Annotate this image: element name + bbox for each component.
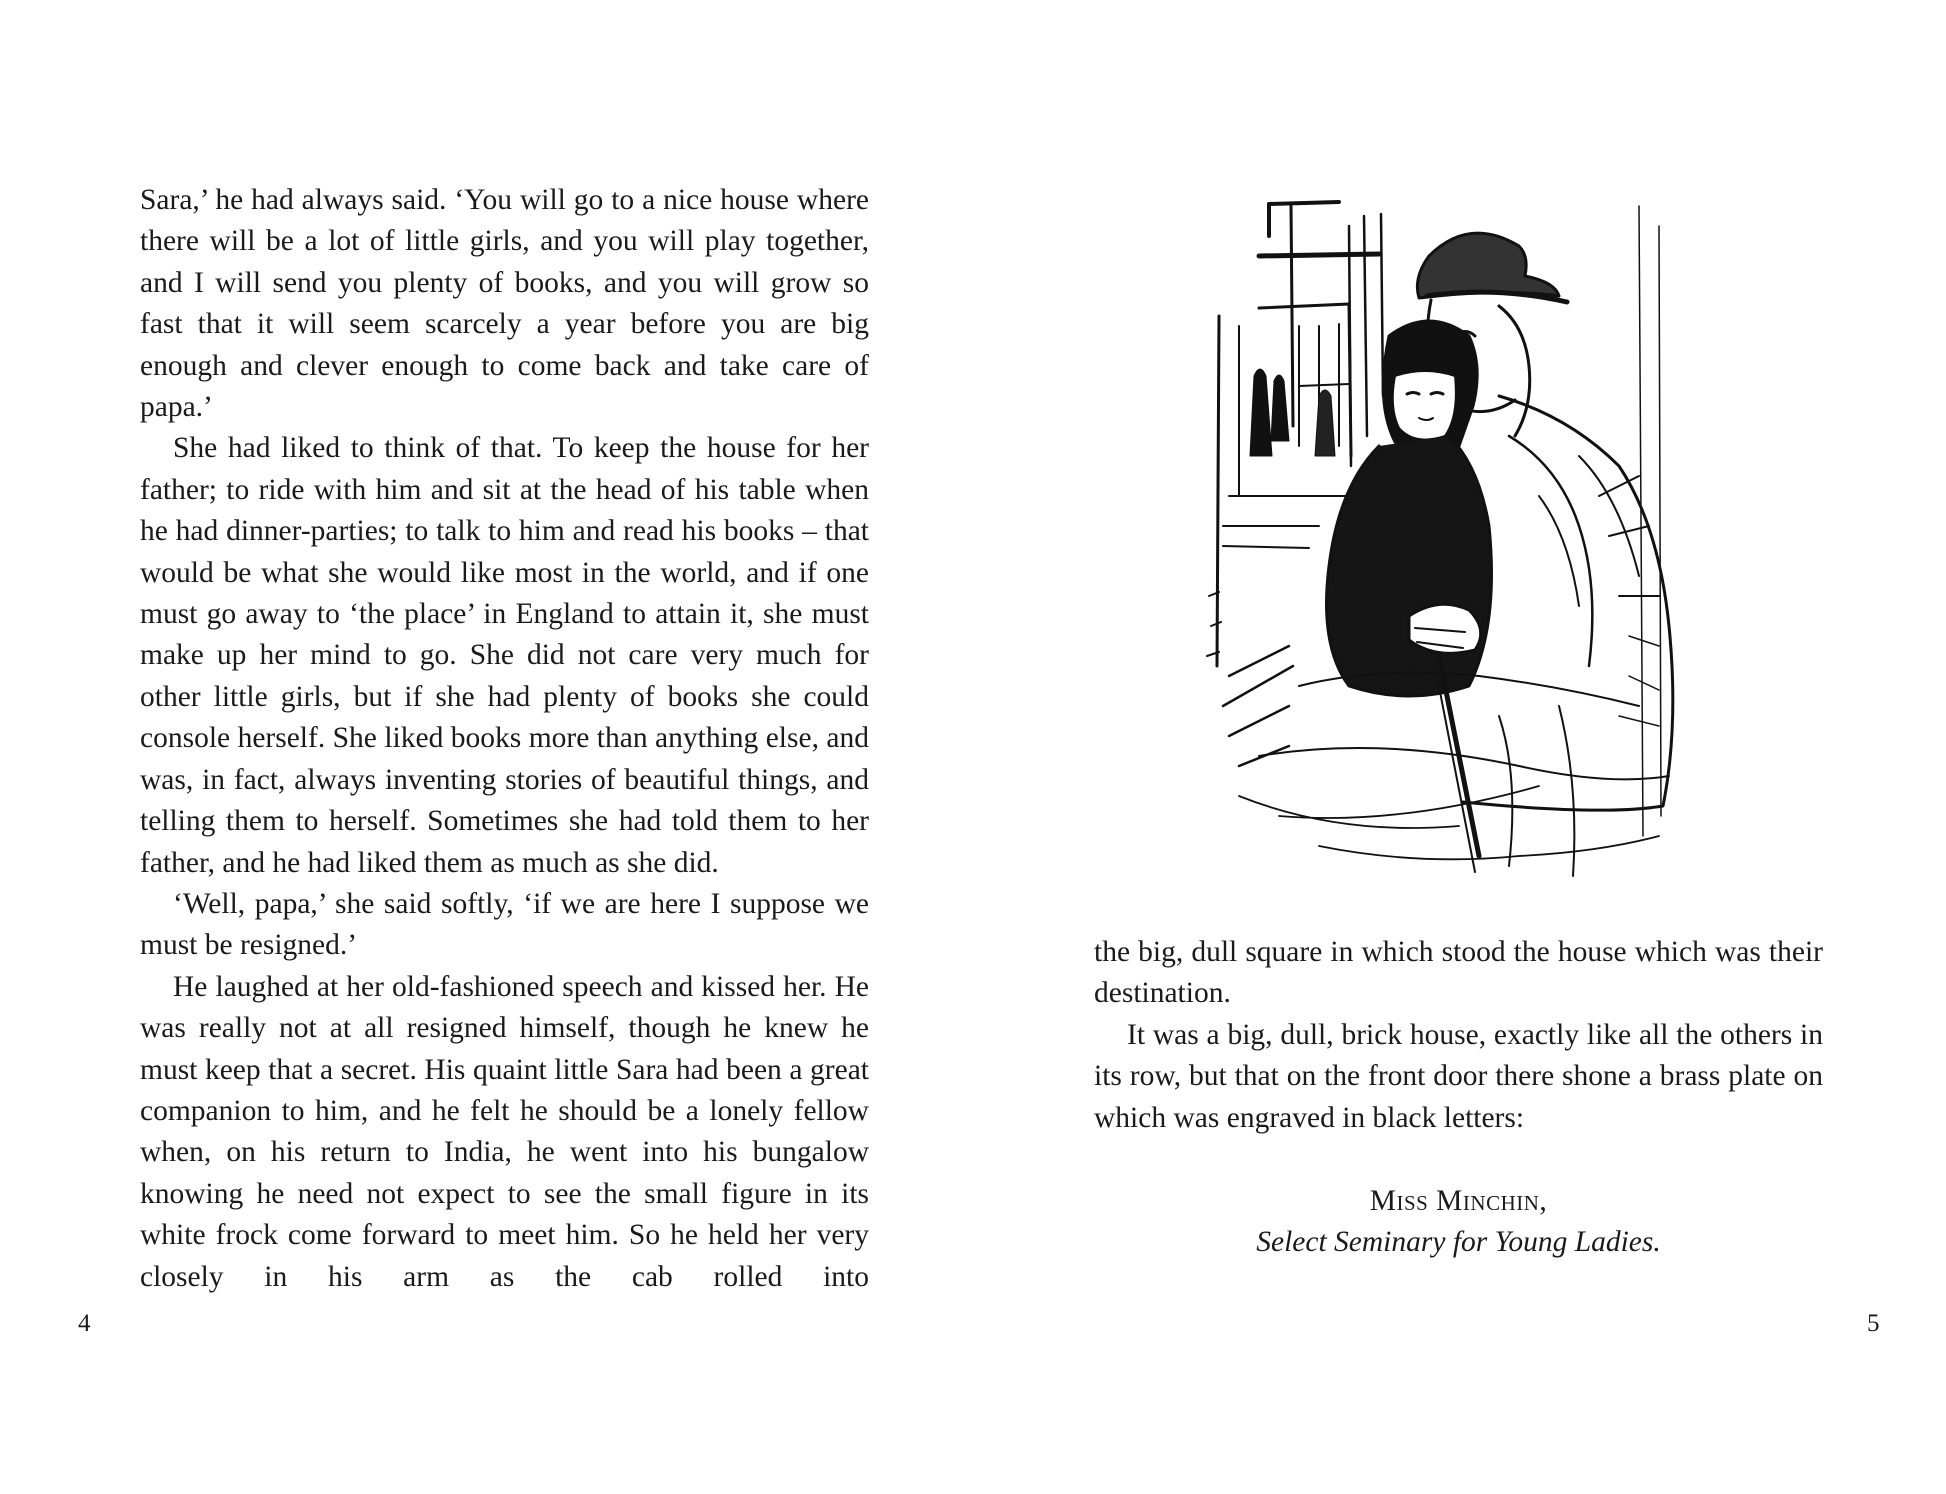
right-page-text xyxy=(1094,932,1823,1139)
paragraph: He laughed at her old-fashioned speech and kissed her. He was really not at all resigned himself, though he knew he must keep that a secret. His quaint little Sara had been a great companion to him, and he felt he should be a lonely fellow when, on his return to India, he went into his bungalow knowing he need not expect to see the small figure in its white frock come forward to meet him. So he held her very closely in his arm as the cab rolled into xyxy=(140,970,869,1293)
plate-name: Miss Minchin, xyxy=(1369,1185,1548,1217)
page-number-right: 5 xyxy=(1867,1310,1880,1337)
paragraph: the big, dull square in which stood the house which was their destination. xyxy=(1094,936,1823,1010)
right-page xyxy=(973,0,1946,1494)
paragraph: Sara,’ he had always said. ‘You will go to a nice house where there will be a lot of little girls, and you will play together, and I will send you plenty of books, and you will grow so fast that it will seem scarcely a year before you are big enough and clever enough to come back and take care of papa.’ xyxy=(140,184,869,424)
page-number-left: 4 xyxy=(78,1310,91,1337)
paragraph: ‘Well, papa,’ she said softly, ‘if we are here I suppose we must be resigned.’ xyxy=(140,887,869,962)
brass-plate-inscription xyxy=(1094,1181,1823,1264)
illustration-sketch-icon xyxy=(1199,196,1699,888)
left-page-text xyxy=(140,180,869,1298)
paragraph: It was a big, dull, brick house, exactly like all the others in its row, but that on the front door there shone a brass plate on which was engraved in black letters: xyxy=(1094,1018,1823,1134)
plate-subtitle: Select Seminary for Young Ladies. xyxy=(1256,1226,1661,1259)
paragraph: She had liked to think of that. To keep the house for her father; to ride with him and sit at the head of his table when he had dinner-parties; to talk to him and read his books – that would be what she would like most in the world, and if one must go away to ‘the place’ in England to attain it, she must make up her mind to go. She did not care very much for other little girls, but if she had plenty of books she could console herself. She liked books more than anything else, and was, in fact, always inventing stories of beautiful things, and telling them to herself. Sometimes she had told them to her father, and he had liked them as much as she did. xyxy=(140,432,869,879)
